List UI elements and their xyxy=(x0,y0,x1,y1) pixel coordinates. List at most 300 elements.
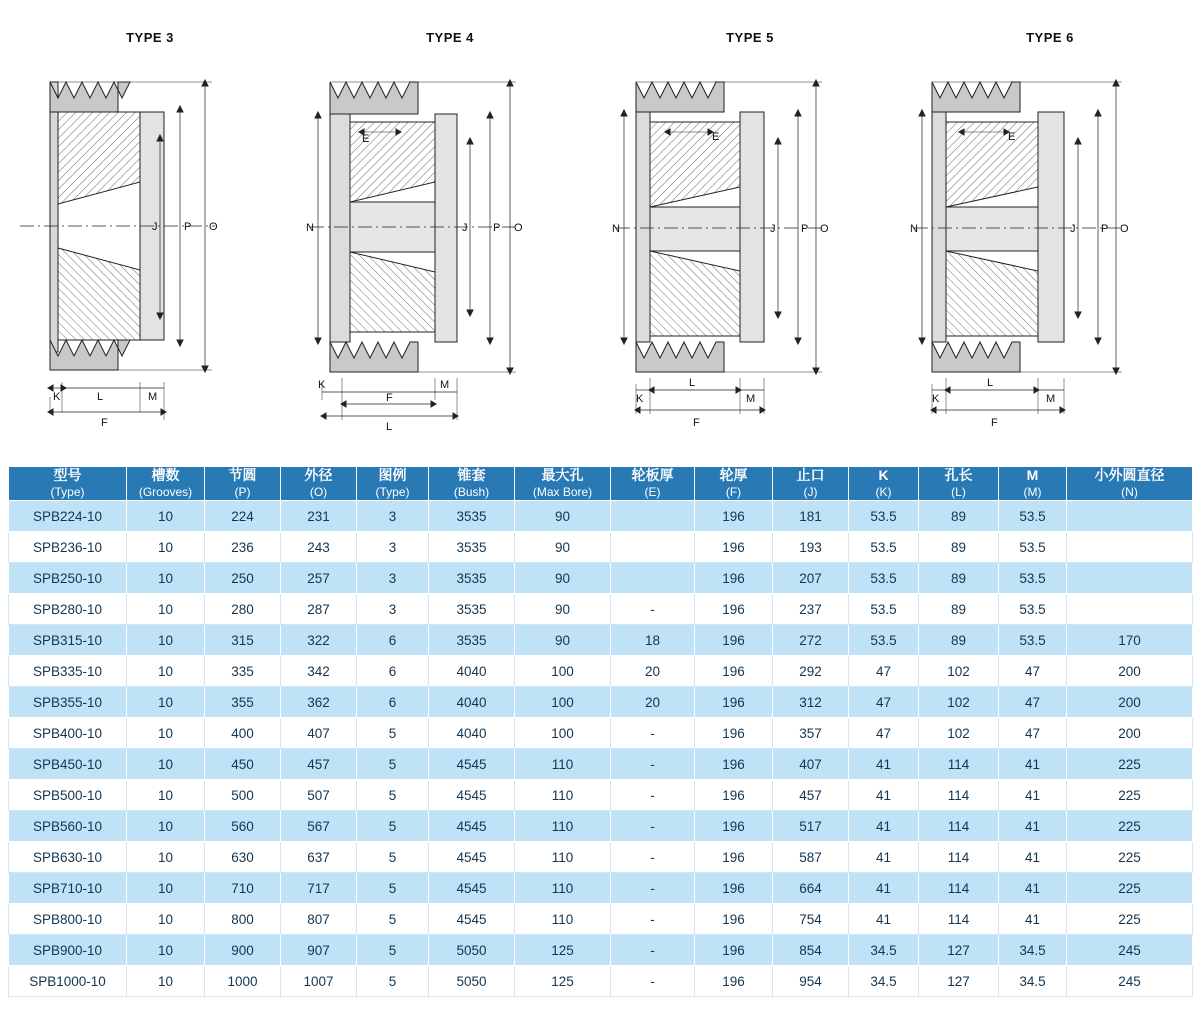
table-cell: 47 xyxy=(999,656,1067,687)
table-cell: 110 xyxy=(515,780,611,811)
table-row xyxy=(9,532,1193,563)
cell-type: SPB1000-10 xyxy=(9,966,127,997)
label-O: O xyxy=(514,222,523,234)
table-cell: 196 xyxy=(695,718,773,749)
table-cell: 127 xyxy=(919,966,999,997)
header-cn: 孔长 xyxy=(944,467,973,483)
table-cell: 114 xyxy=(919,811,999,842)
table-cell: 90 xyxy=(515,501,611,532)
header-cell-pitch xyxy=(205,467,281,501)
table-cell: 10 xyxy=(127,811,205,842)
table-cell: - xyxy=(611,811,695,842)
table-cell: - xyxy=(611,873,695,904)
table-cell: - xyxy=(611,780,695,811)
table-cell: 90 xyxy=(515,625,611,656)
header-cn: 槽数 xyxy=(151,467,180,483)
table-cell: 3535 xyxy=(429,625,515,656)
table-cell: 754 xyxy=(773,904,849,935)
table-cell: 53.5 xyxy=(849,594,919,625)
label-J: J xyxy=(770,223,776,235)
table-cell: 181 xyxy=(773,501,849,532)
table-cell: 34.5 xyxy=(999,966,1067,997)
table-cell: 125 xyxy=(515,966,611,997)
table-cell: 196 xyxy=(695,780,773,811)
table-row xyxy=(9,873,1193,904)
table-cell: 207 xyxy=(773,563,849,594)
table-cell: 114 xyxy=(919,873,999,904)
table-cell xyxy=(611,563,695,594)
figure-type-5 xyxy=(600,0,900,452)
table-cell: 53.5 xyxy=(849,563,919,594)
label-K: K xyxy=(636,393,644,405)
label-O: O xyxy=(820,223,829,235)
table-cell: 10 xyxy=(127,873,205,904)
table-cell xyxy=(611,501,695,532)
label-L: L xyxy=(386,421,393,432)
header-sub: (Grooves) xyxy=(138,485,193,499)
table-cell: 90 xyxy=(515,532,611,563)
header-sub: (F) xyxy=(725,485,742,499)
cell-type: SPB630-10 xyxy=(9,842,127,873)
table-cell: 637 xyxy=(281,842,357,873)
table-cell: 225 xyxy=(1067,873,1193,904)
figure-title-type-5: TYPE 5 xyxy=(726,30,774,45)
table-cell: 243 xyxy=(281,532,357,563)
table-cell: 53.5 xyxy=(999,625,1067,656)
header-cell-m xyxy=(999,467,1067,501)
figure-canvas-type-4 xyxy=(300,52,600,432)
table-cell: 800 xyxy=(205,904,281,935)
label-E: E xyxy=(362,133,370,145)
table-cell: 5 xyxy=(357,749,429,780)
header-row xyxy=(9,467,1193,501)
header-sub: (L) xyxy=(951,485,966,499)
label-K: K xyxy=(53,391,61,403)
header-cell-outer-dia xyxy=(281,467,357,501)
cell-type: SPB800-10 xyxy=(9,904,127,935)
table-cell: 89 xyxy=(919,532,999,563)
label-P: P xyxy=(1101,223,1109,235)
table-cell: 41 xyxy=(999,780,1067,811)
table-cell xyxy=(611,532,695,563)
figure-title-type-3: TYPE 3 xyxy=(126,30,174,45)
table-cell: 102 xyxy=(919,718,999,749)
table-cell: 237 xyxy=(773,594,849,625)
label-F: F xyxy=(991,417,998,429)
header-sub: (N) xyxy=(1121,485,1138,499)
table-cell: - xyxy=(611,966,695,997)
table-cell: 10 xyxy=(127,563,205,594)
header-sub: (Bush) xyxy=(453,485,490,499)
table-cell: 807 xyxy=(281,904,357,935)
header-cell-max-bore xyxy=(515,467,611,501)
header-cn: M xyxy=(1026,467,1039,483)
header-sub: (O) xyxy=(309,485,328,499)
table-cell: 3535 xyxy=(429,563,515,594)
table-cell: 225 xyxy=(1067,842,1193,873)
pulley-drawing-type-6 xyxy=(900,52,1200,432)
table-cell: 53.5 xyxy=(849,625,919,656)
table-cell: 196 xyxy=(695,904,773,935)
header-cn: 锥套 xyxy=(457,467,486,483)
table-cell: 907 xyxy=(281,935,357,966)
table-cell xyxy=(1067,501,1193,532)
cell-type: SPB315-10 xyxy=(9,625,127,656)
table-cell: 41 xyxy=(999,749,1067,780)
table-row xyxy=(9,780,1193,811)
table-cell: 53.5 xyxy=(999,532,1067,563)
table-cell: - xyxy=(611,904,695,935)
table-cell: 34.5 xyxy=(999,935,1067,966)
table-row xyxy=(9,687,1193,718)
table-cell xyxy=(1067,532,1193,563)
table-cell: 272 xyxy=(773,625,849,656)
header-sub: (Max Bore) xyxy=(532,485,593,499)
header-cn: 止口 xyxy=(796,467,825,483)
label-L: L xyxy=(987,377,994,389)
label-K: K xyxy=(318,379,326,391)
table-cell: 41 xyxy=(849,904,919,935)
table-cell: 10 xyxy=(127,749,205,780)
table-cell: 4545 xyxy=(429,749,515,780)
table-cell: 10 xyxy=(127,656,205,687)
label-O: O xyxy=(209,221,218,233)
table-cell: 4545 xyxy=(429,811,515,842)
cell-type: SPB335-10 xyxy=(9,656,127,687)
table-cell: 5 xyxy=(357,718,429,749)
table-cell xyxy=(1067,563,1193,594)
table-cell: 342 xyxy=(281,656,357,687)
table-cell: 3535 xyxy=(429,532,515,563)
table-cell: 18 xyxy=(611,625,695,656)
cell-type: SPB250-10 xyxy=(9,563,127,594)
figure-type-3 xyxy=(0,0,300,452)
table-cell: - xyxy=(611,842,695,873)
table-cell: 196 xyxy=(695,656,773,687)
cell-type: SPB355-10 xyxy=(9,687,127,718)
table-cell: 34.5 xyxy=(849,935,919,966)
table-row xyxy=(9,811,1193,842)
table-cell: 196 xyxy=(695,501,773,532)
label-J: J xyxy=(462,222,468,234)
label-N: N xyxy=(910,223,918,235)
header-cn: 最大孔 xyxy=(541,467,584,483)
table-cell: 280 xyxy=(205,594,281,625)
table-cell: 100 xyxy=(515,656,611,687)
table-cell: 225 xyxy=(1067,904,1193,935)
label-M: M xyxy=(440,379,450,391)
table-row xyxy=(9,935,1193,966)
header-sub: (M) xyxy=(1023,485,1042,499)
table-cell: 200 xyxy=(1067,718,1193,749)
table-row xyxy=(9,501,1193,532)
spec-table xyxy=(8,466,1193,997)
table-cell: 225 xyxy=(1067,780,1193,811)
table-cell: 560 xyxy=(205,811,281,842)
table-cell: 127 xyxy=(919,935,999,966)
table-cell: 89 xyxy=(919,625,999,656)
table-cell: 5 xyxy=(357,904,429,935)
cell-type: SPB900-10 xyxy=(9,935,127,966)
table-cell: 196 xyxy=(695,966,773,997)
cell-type: SPB224-10 xyxy=(9,501,127,532)
cell-type: SPB400-10 xyxy=(9,718,127,749)
table-cell: 196 xyxy=(695,935,773,966)
table-body xyxy=(9,501,1193,997)
table-cell: 196 xyxy=(695,811,773,842)
table-cell: 224 xyxy=(205,501,281,532)
figure-canvas-type-6 xyxy=(900,52,1200,432)
table-cell: 287 xyxy=(281,594,357,625)
label-O: O xyxy=(1120,223,1129,235)
table-cell: 10 xyxy=(127,935,205,966)
label-M: M xyxy=(148,391,158,403)
table-cell: 567 xyxy=(281,811,357,842)
table-cell: 664 xyxy=(773,873,849,904)
table-cell: 41 xyxy=(849,780,919,811)
header-cell-figure-type xyxy=(357,467,429,501)
label-N: N xyxy=(612,223,620,235)
figure-canvas-type-5 xyxy=(600,52,900,432)
table-cell: - xyxy=(611,594,695,625)
pulley-drawing-type-4 xyxy=(300,52,600,432)
table-cell: - xyxy=(611,935,695,966)
cell-type: SPB560-10 xyxy=(9,811,127,842)
table-cell: 102 xyxy=(919,687,999,718)
cell-type: SPB236-10 xyxy=(9,532,127,563)
cell-type: SPB500-10 xyxy=(9,780,127,811)
header-cn: 轮厚 xyxy=(719,467,748,483)
table-cell: 357 xyxy=(773,718,849,749)
table-cell: 5 xyxy=(357,935,429,966)
table-cell: 125 xyxy=(515,935,611,966)
pulley-drawing-type-5 xyxy=(600,52,900,432)
label-M: M xyxy=(746,393,756,405)
table-cell: 710 xyxy=(205,873,281,904)
table-cell: 4040 xyxy=(429,656,515,687)
table-cell: 407 xyxy=(773,749,849,780)
table-cell: 196 xyxy=(695,842,773,873)
table-row xyxy=(9,656,1193,687)
table-cell: 53.5 xyxy=(999,594,1067,625)
table-cell: 954 xyxy=(773,966,849,997)
table-cell: 1007 xyxy=(281,966,357,997)
table-cell: 114 xyxy=(919,842,999,873)
table-cell: 90 xyxy=(515,563,611,594)
table-cell: 89 xyxy=(919,501,999,532)
table-cell xyxy=(1067,594,1193,625)
table-cell: 6 xyxy=(357,687,429,718)
table-cell: 407 xyxy=(281,718,357,749)
table-cell: 102 xyxy=(919,656,999,687)
table-cell: 507 xyxy=(281,780,357,811)
table-cell: 4040 xyxy=(429,687,515,718)
label-F: F xyxy=(386,392,393,404)
label-J: J xyxy=(152,221,158,233)
table-cell: 292 xyxy=(773,656,849,687)
table-cell: 5 xyxy=(357,842,429,873)
table-cell: 517 xyxy=(773,811,849,842)
label-P: P xyxy=(184,221,192,233)
label-M: M xyxy=(1046,393,1056,405)
label-E: E xyxy=(712,131,720,143)
table-cell: 20 xyxy=(611,656,695,687)
label-F: F xyxy=(693,417,700,429)
table-cell: 41 xyxy=(999,873,1067,904)
table-row xyxy=(9,749,1193,780)
table-cell: 114 xyxy=(919,780,999,811)
table-cell: 3 xyxy=(357,532,429,563)
table-cell: 110 xyxy=(515,811,611,842)
table-cell: 457 xyxy=(773,780,849,811)
label-K: K xyxy=(932,393,940,405)
figure-type-6 xyxy=(900,0,1200,452)
label-P: P xyxy=(493,222,501,234)
table-cell: 110 xyxy=(515,749,611,780)
table-cell: 6 xyxy=(357,656,429,687)
table-row xyxy=(9,594,1193,625)
table-cell: 231 xyxy=(281,501,357,532)
header-cn: 轮板厚 xyxy=(631,467,674,483)
table-cell: 6 xyxy=(357,625,429,656)
table-cell: 335 xyxy=(205,656,281,687)
figure-canvas-type-3 xyxy=(0,52,300,432)
table-cell: 245 xyxy=(1067,935,1193,966)
table-row xyxy=(9,842,1193,873)
table-cell: 41 xyxy=(849,811,919,842)
header-cell-grooves xyxy=(127,467,205,501)
table-cell: 10 xyxy=(127,904,205,935)
table-row xyxy=(9,904,1193,935)
header-cell-type xyxy=(9,467,127,501)
header-cn: 型号 xyxy=(53,467,82,483)
cell-type: SPB280-10 xyxy=(9,594,127,625)
table-cell: 5 xyxy=(357,780,429,811)
table-cell: 10 xyxy=(127,532,205,563)
table-cell: 225 xyxy=(1067,811,1193,842)
table-cell: 450 xyxy=(205,749,281,780)
table-cell: 4040 xyxy=(429,718,515,749)
table-cell: 312 xyxy=(773,687,849,718)
label-J: J xyxy=(1070,223,1076,235)
table-cell: 200 xyxy=(1067,687,1193,718)
table-cell: 47 xyxy=(849,687,919,718)
table-row xyxy=(9,625,1193,656)
table-cell: 100 xyxy=(515,718,611,749)
table-cell: 400 xyxy=(205,718,281,749)
table-cell: 196 xyxy=(695,625,773,656)
table-cell: 100 xyxy=(515,687,611,718)
table-cell: 10 xyxy=(127,966,205,997)
table-cell: 236 xyxy=(205,532,281,563)
table-cell: 47 xyxy=(849,718,919,749)
header-cn: 图例 xyxy=(378,467,407,483)
label-N: N xyxy=(306,222,314,234)
header-cn: 节圆 xyxy=(228,467,257,483)
table-cell: 114 xyxy=(919,749,999,780)
table-cell: 53.5 xyxy=(999,501,1067,532)
table-cell: 193 xyxy=(773,532,849,563)
table-cell: 53.5 xyxy=(999,563,1067,594)
table-cell: 200 xyxy=(1067,656,1193,687)
table-cell: 5 xyxy=(357,966,429,997)
table-cell: 4545 xyxy=(429,904,515,935)
header-cell-small-outer-dia xyxy=(1067,467,1193,501)
table-cell: 5 xyxy=(357,811,429,842)
table-cell: 170 xyxy=(1067,625,1193,656)
table-row xyxy=(9,966,1193,997)
header-cell-bush xyxy=(429,467,515,501)
table-cell: 5050 xyxy=(429,966,515,997)
table-cell: 457 xyxy=(281,749,357,780)
table-cell: 587 xyxy=(773,842,849,873)
label-E: E xyxy=(1008,131,1016,143)
table-cell: 4545 xyxy=(429,873,515,904)
header-sub: (J) xyxy=(803,485,818,499)
table-cell: - xyxy=(611,718,695,749)
cell-type: SPB710-10 xyxy=(9,873,127,904)
header-sub: (E) xyxy=(644,485,661,499)
table-cell: 34.5 xyxy=(849,966,919,997)
table-cell: 10 xyxy=(127,594,205,625)
table-header xyxy=(9,467,1193,501)
table-cell: 196 xyxy=(695,687,773,718)
header-cn: K xyxy=(878,467,889,483)
table-cell: 110 xyxy=(515,904,611,935)
table-cell: 53.5 xyxy=(849,532,919,563)
table-cell: 10 xyxy=(127,687,205,718)
table-cell: 1000 xyxy=(205,966,281,997)
table-cell: 20 xyxy=(611,687,695,718)
table-cell: 4545 xyxy=(429,842,515,873)
table-cell: 114 xyxy=(919,904,999,935)
header-cell-bore-length xyxy=(919,467,999,501)
header-cn: 外径 xyxy=(304,467,333,483)
table-cell: 5 xyxy=(357,873,429,904)
table-cell: 3 xyxy=(357,594,429,625)
table-cell: 250 xyxy=(205,563,281,594)
table-row xyxy=(9,718,1193,749)
label-L: L xyxy=(97,391,104,403)
table-cell: 196 xyxy=(695,594,773,625)
table-cell: 41 xyxy=(999,904,1067,935)
spec-table-wrapper xyxy=(8,466,1192,997)
table-cell: 196 xyxy=(695,873,773,904)
cell-type: SPB450-10 xyxy=(9,749,127,780)
label-L: L xyxy=(689,377,696,389)
table-cell: 3535 xyxy=(429,501,515,532)
table-cell: 5050 xyxy=(429,935,515,966)
pulley-drawing-type-3 xyxy=(0,52,300,432)
table-cell: 225 xyxy=(1067,749,1193,780)
table-cell: 10 xyxy=(127,501,205,532)
table-cell: 3535 xyxy=(429,594,515,625)
table-cell: - xyxy=(611,749,695,780)
table-cell: 41 xyxy=(849,842,919,873)
table-cell: 41 xyxy=(999,811,1067,842)
table-cell: 196 xyxy=(695,749,773,780)
table-cell: 89 xyxy=(919,563,999,594)
table-cell: 10 xyxy=(127,625,205,656)
table-cell: 47 xyxy=(849,656,919,687)
label-F: F xyxy=(101,417,108,429)
header-sub: (Type) xyxy=(50,485,85,499)
table-cell: 854 xyxy=(773,935,849,966)
header-sub: (K) xyxy=(875,485,892,499)
table-cell: 47 xyxy=(999,687,1067,718)
table-cell: 245 xyxy=(1067,966,1193,997)
table-cell: 355 xyxy=(205,687,281,718)
